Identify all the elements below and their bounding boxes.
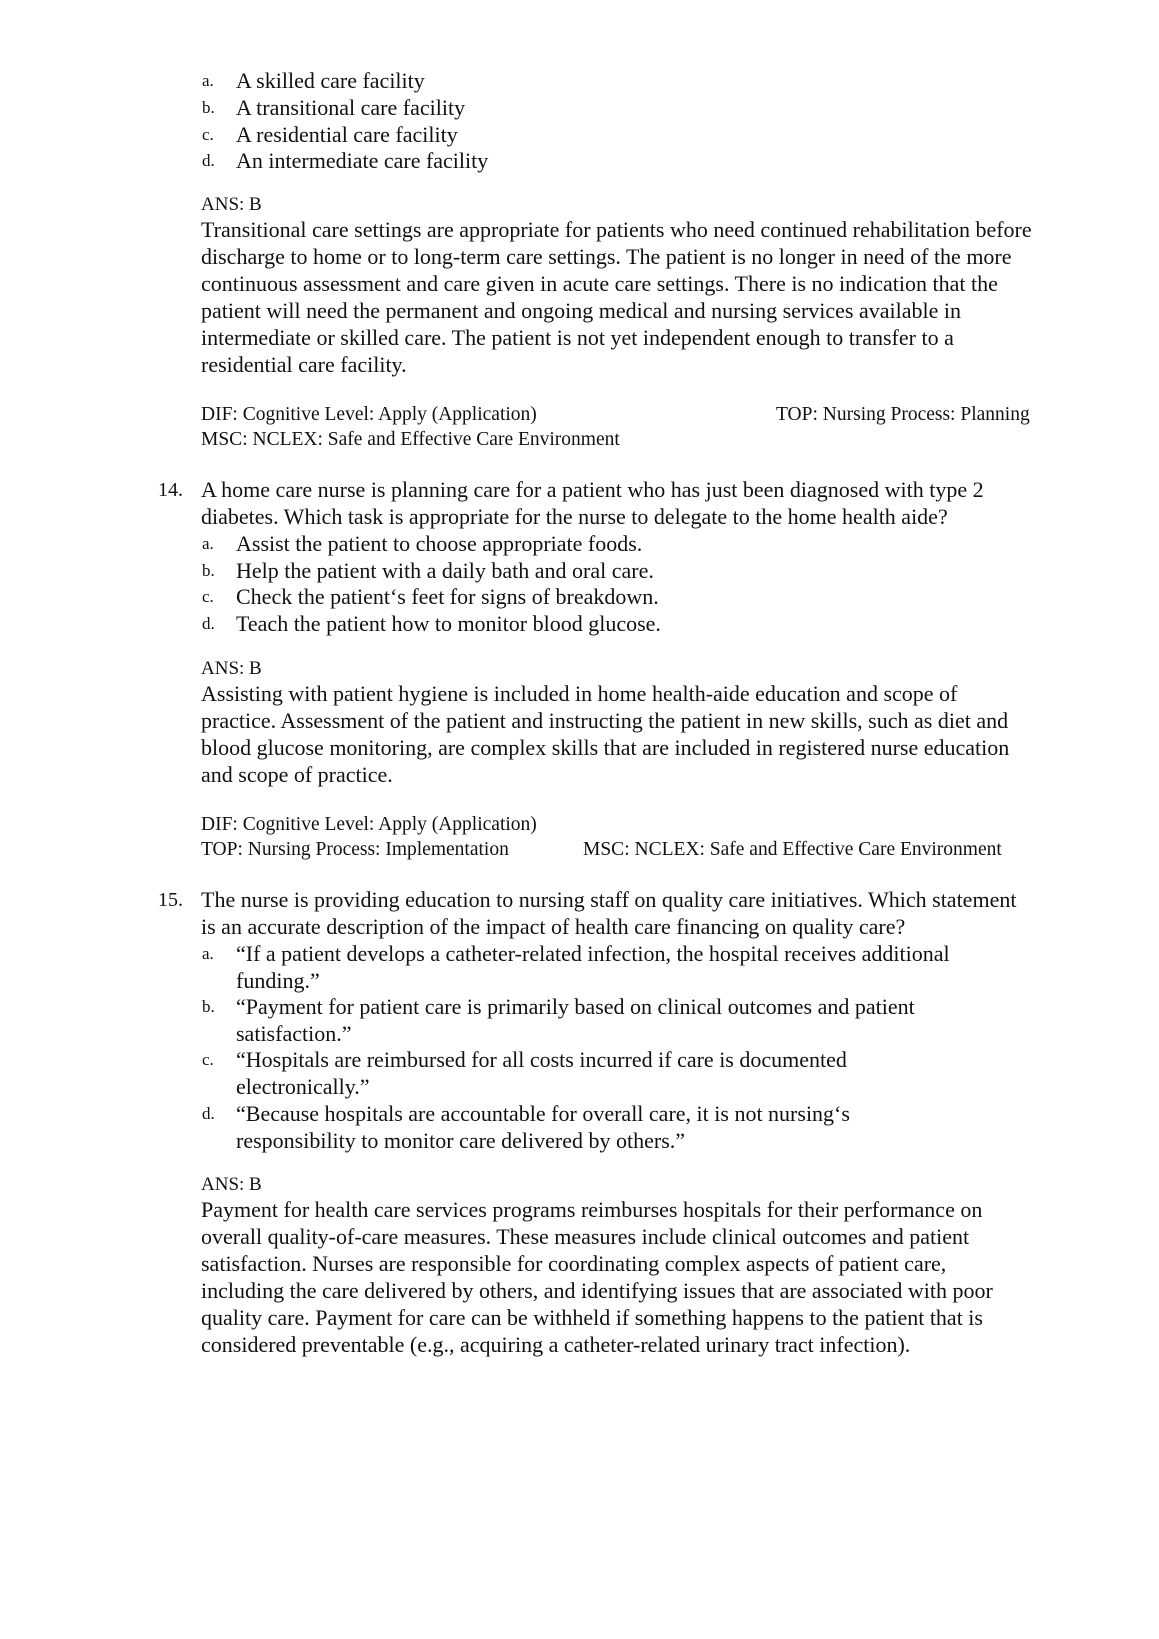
option-text: satisfaction.” bbox=[236, 1021, 352, 1046]
option-text: funding.” bbox=[236, 968, 320, 993]
topic-meta: TOP: Nursing Process: Planning bbox=[776, 404, 1030, 425]
option-letter: b. bbox=[202, 561, 215, 580]
option-text: “If a patient develops a catheter-related infection, the hospital receives additional bbox=[236, 941, 950, 966]
option-letter: d. bbox=[202, 151, 215, 170]
option-letter: a. bbox=[202, 534, 214, 553]
answer-label: ANS: B bbox=[201, 194, 262, 215]
option-letter: d. bbox=[202, 614, 215, 633]
option-text: Teach the patient how to monitor blood glucose. bbox=[236, 611, 661, 636]
question-stem: A home care nurse is planning care for a patient who has just been diagnosed with type 2 bbox=[201, 477, 984, 502]
question-number: 15. bbox=[158, 889, 183, 911]
rationale-line: Assisting with patient hygiene is included in home health-aide education and scope of bbox=[201, 681, 958, 706]
answer-label: ANS: B bbox=[201, 1174, 262, 1195]
difficulty-meta: DIF: Cognitive Level: Apply (Application) bbox=[201, 814, 537, 835]
rationale-line: Payment for health care services programs reimburses hospitals for their performance on bbox=[201, 1197, 983, 1222]
rationale-line: residential care facility. bbox=[201, 352, 407, 377]
difficulty-meta: DIF: Cognitive Level: Apply (Application) bbox=[201, 404, 537, 425]
question-stem: diabetes. Which task is appropriate for the nurse to delegate to the home health aide? bbox=[201, 504, 948, 529]
option-letter: a. bbox=[202, 944, 214, 963]
option-text: Help the patient with a daily bath and oral care. bbox=[236, 558, 654, 583]
msc-meta: MSC: NCLEX: Safe and Effective Care Environment bbox=[201, 429, 620, 450]
option-text: “Hospitals are reimbursed for all costs incurred if care is documented bbox=[236, 1047, 847, 1072]
rationale-line: intermediate or skilled care. The patient is not yet independent enough to transfer to a bbox=[201, 325, 954, 350]
option-text: electronically.” bbox=[236, 1074, 370, 1099]
rationale-line: blood glucose monitoring, are complex skills that are included in registered nurse education bbox=[201, 735, 1010, 760]
option-letter: b. bbox=[202, 98, 215, 117]
rationale-line: quality care. Payment for care can be withheld if something happens to the patient that is bbox=[201, 1305, 983, 1330]
option-text: Check the patient‘s feet for signs of breakdown. bbox=[236, 584, 659, 609]
rationale-line: patient will need the permanent and ongoing medical and nursing services available in bbox=[201, 298, 961, 323]
option-letter: d. bbox=[202, 1104, 215, 1123]
answer-label: ANS: B bbox=[201, 658, 262, 679]
option-letter: a. bbox=[202, 71, 214, 90]
option-text: A transitional care facility bbox=[236, 95, 466, 120]
rationale-line: overall quality-of-care measures. These measures include clinical outcomes and patient bbox=[201, 1224, 970, 1249]
rationale-line: including the care delivered by others, and identifying issues that are associated with poor bbox=[201, 1278, 993, 1303]
rationale-line: continuous assessment and care given in acute care settings. There is no indication that the bbox=[201, 271, 998, 296]
option-letter: c. bbox=[202, 1050, 214, 1069]
question-stem: The nurse is providing education to nursing staff on quality care initiatives. Which statement bbox=[201, 887, 1017, 912]
question-number: 14. bbox=[158, 479, 183, 501]
option-text: An intermediate care facility bbox=[236, 148, 489, 173]
rationale-line: and scope of practice. bbox=[201, 762, 393, 787]
question-stem: is an accurate description of the impact of health care financing on quality care? bbox=[201, 914, 906, 939]
option-text: A skilled care facility bbox=[236, 68, 425, 93]
rationale-line: discharge to home or to long-term care settings. The patient is no longer in need of the more bbox=[201, 244, 1012, 269]
option-text: A residential care facility bbox=[236, 122, 458, 147]
option-letter: c. bbox=[202, 587, 214, 606]
rationale-line: satisfaction. Nurses are responsible for coordinating complex aspects of patient care, bbox=[201, 1251, 947, 1276]
rationale-line: practice. Assessment of the patient and instructing the patient in new skills, such as diet and bbox=[201, 708, 1009, 733]
option-text: “Because hospitals are accountable for overall care, it is not nursing‘s bbox=[236, 1101, 850, 1126]
msc-meta: MSC: NCLEX: Safe and Effective Care Environment bbox=[583, 839, 1002, 860]
option-text: responsibility to monitor care delivered by others.” bbox=[236, 1128, 686, 1153]
rationale-line: considered preventable (e.g., acquiring a catheter-related urinary tract infection). bbox=[201, 1332, 911, 1357]
topic-meta: TOP: Nursing Process: Implementation bbox=[201, 839, 509, 860]
rationale-line: Transitional care settings are appropriate for patients who need continued rehabilitation before bbox=[201, 217, 1032, 242]
option-text: Assist the patient to choose appropriate foods. bbox=[236, 531, 643, 556]
option-text: “Payment for patient care is primarily based on clinical outcomes and patient bbox=[236, 994, 915, 1019]
option-letter: b. bbox=[202, 997, 215, 1016]
option-letter: c. bbox=[202, 125, 214, 144]
